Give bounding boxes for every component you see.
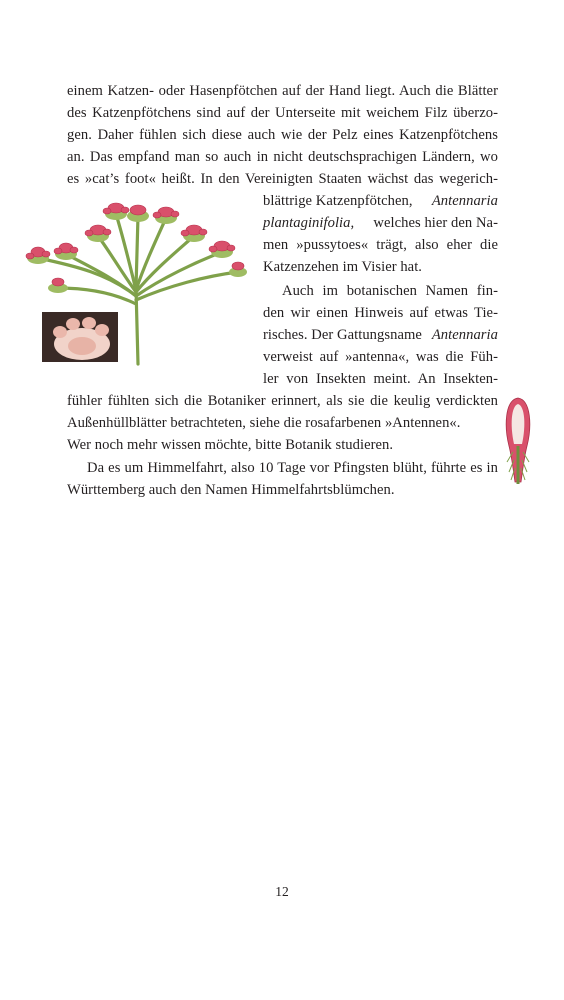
text-line-13: verweist auf »antenna«, was die Füh-	[263, 349, 498, 365]
text-line-17: Wer noch mehr wissen möchte, bitte Botanik studieren.	[67, 437, 394, 453]
text-line-11: den wir einen Hinweis auf etwas Tie-	[263, 305, 498, 321]
text-line-16: Außenhüllblätter betrachteten, siehe die rosafarbenen »Antennen«.	[67, 415, 461, 431]
text-line-1: einem Katzen- oder Hasenpfötchen auf der Hand liegt. Auch die Blätter	[67, 83, 498, 99]
text-line-3: gen. Daher fühlen sich diese auch wie der Pelz eines Katzenpfötchens	[67, 127, 498, 143]
text-line-15: fühler fühlten sich die Botaniker erinnert, als sie die keulig verdickten	[67, 393, 498, 409]
text-line-5: es »cat’s foot« heißt. In den Vereinigten Staaten wächst das wegerich-	[67, 171, 498, 187]
text-line-12	[263, 324, 498, 346]
text-segment: blättrige Katzenpfötchen,	[263, 193, 413, 209]
text-segment-italic: Antennaria	[431, 327, 498, 343]
text-line-19: Württemberg auch den Namen Himmelfahrtsblümchen.	[67, 482, 395, 498]
text-segment: risches. Der Gattungsname	[263, 327, 422, 343]
text-line-9: Katzenzehen im Visier hat.	[263, 259, 423, 275]
text-segment-italic: plantaginifolia,	[263, 215, 355, 231]
text-line-18: Da es um Himmelfahrt, also 10 Tage vor Pfingsten blüht, führte es in	[87, 460, 498, 476]
text-line-7	[263, 212, 498, 234]
text-segment-italic: Antennaria	[431, 193, 498, 209]
page-number: 12	[275, 884, 289, 899]
text-line-8: men »pussytoes« trägt, also eher die	[263, 237, 498, 253]
text-line-10: Auch im botanischen Namen fin-	[282, 283, 498, 299]
text-segment: welches hier den Na-	[373, 215, 498, 231]
text-line-4: an. Das empfand man so auch in nicht deutschsprachigen Ländern, wo	[67, 149, 498, 165]
pink-bract-illustration	[503, 396, 533, 484]
text-line-14: ler von Insekten meint. An Insekten-	[263, 371, 498, 387]
text-line-2: des Katzenpfötchens sind auf der Unterseite mit weichem Filz überzo-	[67, 105, 498, 121]
text-line-6	[263, 190, 498, 212]
cat-paw-photo	[42, 312, 118, 362]
